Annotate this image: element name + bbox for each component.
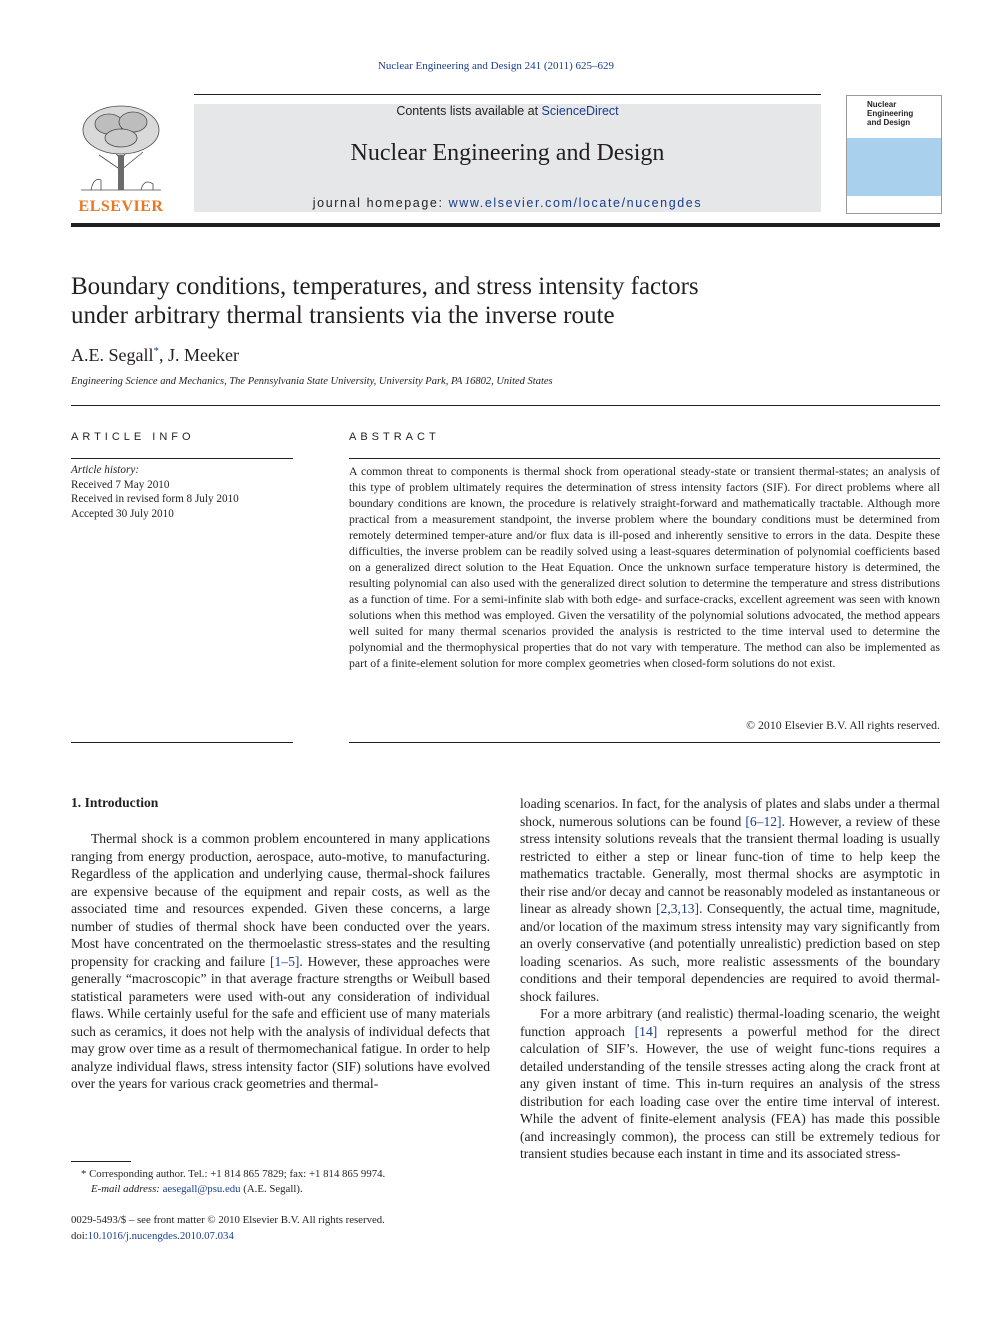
cover-image (847, 138, 941, 196)
sciencedirect-link[interactable]: ScienceDirect (541, 104, 619, 118)
email-suffix: (A.E. Segall). (240, 1183, 303, 1195)
abstract-text: A common threat to components is thermal shock from operational steady-state or transient thermal-states; an analysis of this type of problem ultimately requires the determination of stress intensity factors (SIF). For direct problems where all boundary conditions are known, the procedure is relatively straight-forward and mathematically tractable. Although more practical from a measurement standpoint, the inverse problem where the boundary conditions must be determined from remotely determined temper-ature and/or flux data is ill-posed and inherently sensitive to errors in the data. Despite these difficulties, the inverse problem can be readily solved using a least-squares determination of polynomial coefficients based on a generalized direct solution to the Heat Equation. Once the unknown surface temperature history is determined, the resulting polynomial can also used with the generalized direct solution to determine the temperature and stress distributions as a function of time. For a semi-infinite slab with both edge- and surface-cracks, excellent agreement was seen with known solutions when this method was employed. Given the versatility of the polynomial solutions advocated, the method appears well suited for many thermal scenarios provided the analysis is restricted to the time interval used to determine the polynomial and the thermophysical properties that do not vary with temperature. The method can also be implemented as part of a finite-element solution for more complex geometries when closed-form solutions do not exist. (349, 464, 940, 670)
doi-prefix: doi: (71, 1230, 88, 1242)
header-top-rule (194, 94, 821, 95)
right-p1-text-a: loading scenarios. In fact, for the analysis of plates and slabs under a thermal shock, numerous solutions can be found (520, 796, 940, 829)
intro-paragraph-2 (520, 1005, 940, 1163)
history-label: Article history: (71, 464, 140, 476)
abstract-copyright: © 2010 Elsevier B.V. All rights reserved. (746, 718, 940, 732)
abstract-body (349, 463, 940, 671)
front-matter-info (71, 1212, 491, 1244)
cover-header (847, 96, 941, 138)
intro-p1-text-a: Thermal shock is a common problem encountered in many applications ranging from energy production, aerospace, auto-motive, to manufacturing. Regardless of the application and underlying cause, thermal-shock failures are expensive because of the equipment and repair costs, as well as the associated time and resources expended. Given these concerns, a large number of studies of thermal shock have been conducted over the years. Most have concentrated on the thermoelastic stress-states and the resulting propensity for cracking and failure (71, 831, 490, 969)
footnote-email (71, 1182, 491, 1197)
homepage-label: journal homepage: (312, 196, 449, 210)
footnote-contact (71, 1167, 491, 1182)
received-date: Received 7 May 2010 (71, 478, 170, 491)
issn-line: 0029-5493/$ – see front matter © 2010 Elsevier B.V. All rights reserved. (71, 1214, 385, 1226)
doi-link[interactable]: 10.1016/j.nucengdes.2010.07.034 (87, 1230, 234, 1242)
affiliation-rule (71, 405, 940, 406)
section-heading-introduction: 1. Introduction (71, 795, 159, 810)
email-label: E-mail address: (91, 1183, 160, 1195)
body-column-right (520, 795, 940, 1163)
footnote-contact-text: Corresponding author. Tel.: +1 814 865 7829; fax: +1 814 865 9974. (86, 1168, 386, 1180)
cover-footer (847, 196, 941, 213)
intro-paragraph-1 (71, 830, 490, 1093)
accepted-date: Accepted 30 July 2010 (71, 507, 174, 520)
article-history (71, 463, 293, 521)
corresponding-author-mark[interactable]: * (153, 345, 159, 357)
contents-prefix: Contents lists available at (396, 104, 542, 118)
article-title-line1: Boundary conditions, temperatures, and stress intensity factors (71, 273, 699, 300)
cover-title-line1: Nuclear Engineering (867, 100, 914, 118)
author-separator: , (159, 345, 168, 365)
journal-cover-thumbnail[interactable] (846, 95, 942, 214)
article-info-bottom-rule (71, 742, 293, 743)
cover-title-line2: and Design (867, 118, 911, 127)
revised-date: Received in revised form 8 July 2010 (71, 493, 239, 505)
journal-homepage (194, 196, 821, 210)
right-p2-text-a: For a more arbitrary (and realistic) thermal-loading scenario, the weight function approach (520, 1006, 940, 1039)
abstract-heading: ABSTRACT (349, 431, 440, 443)
affiliation: Engineering Science and Mechanics, The Pennsylvania State University, University Park, PA 16802, United States (71, 376, 553, 387)
citation-ref-14[interactable]: [14] (634, 1023, 658, 1039)
author-meeker[interactable]: J. Meeker (168, 345, 239, 365)
article-title (71, 272, 931, 330)
citation-ref-2-3-13[interactable]: [2,3,13] (656, 901, 700, 916)
homepage-link[interactable]: www.elsevier.com/locate/nucengdes (448, 196, 703, 210)
author-list (71, 345, 239, 366)
right-p2-text-b: represents a powerful method for the direct calculation of SIF’s. However, the use of weight func-tions requires a detailed understanding of the tensile stresses acting along the crack front at any given instant of time. This in-turn requires an analysis of the stress distribution for each loading case over the entire time interval of interest. While the advent of finite-element analysis (FEA) has made this possible (and increasingly common), the process can still be extremely tedious for transient studies because each instant in time and its associated stress- (520, 1023, 940, 1161)
citation-ref-1-5[interactable]: [1–5] (269, 953, 300, 969)
author-segall[interactable]: A.E. Segall (71, 345, 154, 365)
article-info-heading: ARTICLE INFO (71, 431, 195, 443)
journal-citation[interactable]: Nuclear Engineering and Design 241 (2011) 625–629 (377, 60, 615, 72)
intro-paragraph-1-cont (520, 795, 940, 1005)
body-column-left (71, 830, 490, 1093)
journal-title: Nuclear Engineering and Design (350, 140, 665, 166)
right-p1-text-b: . However, a review of these stress intensity solutions reveals that the transient thermal loading is usually restricted to either a step or linear func-tion of time to help keep the mathematics tractable. Generally, most thermal shocks are asymptotic in their rise and/or decay and cannot be reasonably modeled as instantaneous or linear as already shown (520, 813, 940, 916)
header-bottom-rule (71, 223, 940, 227)
cover-title (867, 100, 941, 127)
corresponding-author-footnote (71, 1167, 491, 1197)
article-info-rule (71, 458, 293, 459)
abstract-rule (349, 458, 940, 459)
contents-availability (194, 104, 821, 118)
abstract-bottom-rule (349, 742, 940, 743)
doi-line (71, 1228, 491, 1244)
article-title-line2: under arbitrary thermal transients via the inverse route (71, 302, 615, 329)
footnote-rule (71, 1161, 131, 1162)
elsevier-wordmark: ELSEVIER (78, 198, 164, 215)
intro-p1-text-b: . However, these approaches were generally “macroscopic” in that average fracture strengths or Weibull based statistical parameters were used with-out any consideration of individual flaws. While certainly useful for the safe and efficient use of many materials such as ceramics, it does not help with the analysis of individual defects that may grow over time as a result of thermomechanical fatigue. In order to help analyze individual flaws, stress intensity factor (SIF) solutions have evolved over the years for various crack geometries and thermal- (71, 953, 491, 1091)
footnote-mark: * (81, 1168, 87, 1180)
email-link[interactable]: aesegall@psu.edu (162, 1183, 241, 1195)
citation-ref-6-12[interactable]: [6–12] (745, 813, 782, 829)
right-p1-text-c: . Consequently, the actual time, magnitude, and/or location of the maximum stress intensity may vary significantly from an overly conservative (and potentially unrealistic) prediction based on step loading scenarios. As such, more realistic assessments of the boundary conditions and their temporal dependencies are required to avoid thermal-shock failures. (520, 901, 940, 1004)
